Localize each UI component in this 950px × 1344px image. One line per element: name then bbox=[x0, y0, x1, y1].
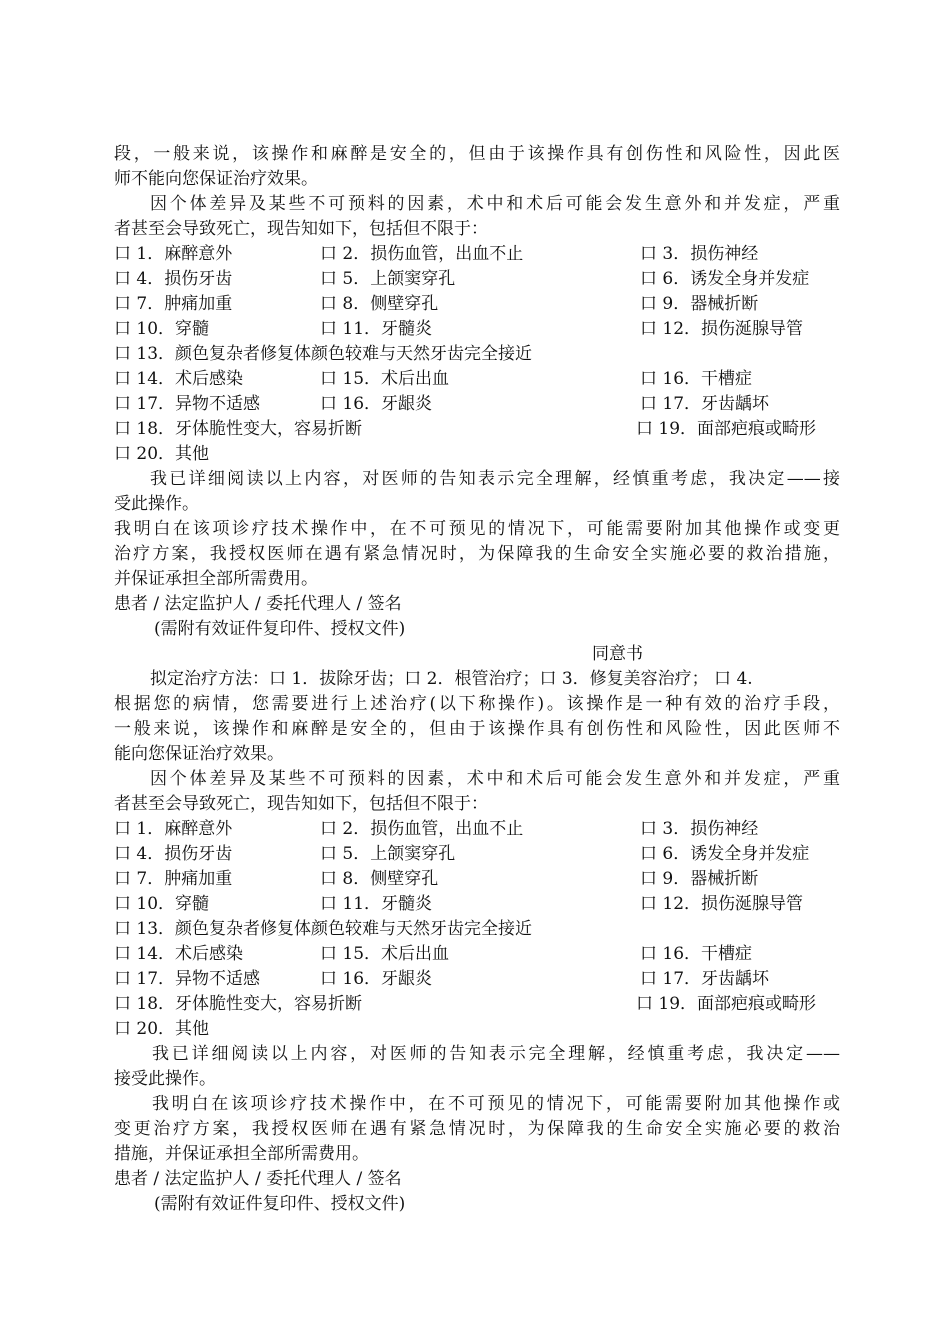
paragraph-line: 并保证承担全部所需费用。 bbox=[114, 569, 318, 589]
risk-option[interactable]: 口 18．牙体脆性变大，容易折断 bbox=[114, 994, 363, 1014]
attachment-note: (需附有效证件复印件、授权文件) bbox=[154, 1194, 406, 1214]
risk-option[interactable]: 口 3．损伤神经 bbox=[640, 244, 759, 264]
paragraph-line: 根据您的病情，您需要进行上述治疗(以下称操作)。该操作是一种有效的治疗手段， bbox=[114, 694, 840, 714]
risk-row bbox=[114, 367, 840, 392]
risk-option[interactable]: 口 16．牙龈炎 bbox=[320, 394, 433, 414]
risk-row bbox=[114, 867, 840, 892]
risk-option[interactable]: 口 5．上颌窦穿孔 bbox=[320, 844, 456, 864]
risk-option[interactable]: 口 12．损伤涎腺导管 bbox=[640, 319, 804, 339]
risk-row bbox=[114, 842, 840, 867]
risk-option[interactable]: 口 2．损伤血管，出血不止 bbox=[320, 244, 524, 264]
risk-option[interactable]: 口 17．牙齿龋坏 bbox=[640, 394, 770, 414]
risk-option[interactable]: 口 12．损伤涎腺导管 bbox=[640, 894, 804, 914]
section-2 bbox=[114, 642, 840, 1217]
risk-option[interactable]: 口 15．术后出血 bbox=[320, 944, 450, 964]
risk-option[interactable]: 口 7．肿痛加重 bbox=[114, 294, 233, 314]
risk-option[interactable]: 口 2．损伤血管，出血不止 bbox=[320, 819, 524, 839]
risk-option[interactable]: 口 16．干槽症 bbox=[640, 369, 753, 389]
risk-option[interactable]: 口 20．其他 bbox=[114, 1019, 210, 1039]
paragraph-line: 受此操作。 bbox=[114, 494, 199, 514]
paragraph-line: 措施，并保证承担全部所需费用。 bbox=[114, 1144, 369, 1164]
risk-row bbox=[114, 1017, 840, 1042]
risk-option[interactable]: 口 6．诱发全身并发症 bbox=[640, 844, 810, 864]
risk-option[interactable]: 口 15．术后出血 bbox=[320, 369, 450, 389]
paragraph-line: 我已详细阅读以上内容，对医师的告知表示完全理解，经慎重考虑，我决定——接 bbox=[150, 469, 840, 489]
risk-option[interactable]: 口 5．上颌窦穿孔 bbox=[320, 269, 456, 289]
paragraph-line: 能向您保证治疗效果。 bbox=[114, 744, 284, 764]
risk-option[interactable]: 口 6．诱发全身并发症 bbox=[640, 269, 810, 289]
risk-option[interactable]: 口 1．麻醉意外 bbox=[114, 819, 233, 839]
risk-option[interactable]: 口 17．异物不适感 bbox=[114, 394, 261, 414]
section-1 bbox=[114, 142, 840, 642]
risk-option[interactable]: 口 16．干槽症 bbox=[640, 944, 753, 964]
paragraph-line: 接受此操作。 bbox=[114, 1069, 216, 1089]
risk-row bbox=[114, 267, 840, 292]
paragraph-line: 我明白在该项诊疗技术操作中，在不可预见的情况下，可能需要附加其他操作或变更 bbox=[114, 519, 840, 539]
risk-option[interactable]: 口 10．穿髓 bbox=[114, 319, 210, 339]
signature-line: 患者 / 法定监护人 / 委托代理人 / 签名 bbox=[114, 594, 402, 614]
paragraph-line: 因个体差异及某些不可预料的因素，术中和术后可能会发生意外和并发症，严重 bbox=[150, 769, 840, 789]
risk-option[interactable]: 口 10．穿髓 bbox=[114, 894, 210, 914]
risk-option[interactable]: 口 9．器械折断 bbox=[640, 869, 759, 889]
risk-option[interactable]: 口 7．肿痛加重 bbox=[114, 869, 233, 889]
risk-option[interactable]: 口 4．损伤牙齿 bbox=[114, 844, 233, 864]
risk-option[interactable]: 口 11．牙髓炎 bbox=[320, 894, 433, 914]
paragraph-line: 者甚至会导致死亡，现告知如下，包括但不限于： bbox=[114, 219, 488, 239]
paragraph-line: 师不能向您保证治疗效果。 bbox=[114, 169, 318, 189]
paragraph-line: 我已详细阅读以上内容，对医师的告知表示完全理解，经慎重考虑，我决定—— bbox=[152, 1044, 840, 1064]
risk-row bbox=[114, 817, 840, 842]
risk-row bbox=[114, 317, 840, 342]
risk-row bbox=[114, 342, 840, 367]
risk-option[interactable]: 口 18．牙体脆性变大，容易折断 bbox=[114, 419, 363, 439]
paragraph-line: 因个体差异及某些不可预料的因素，术中和术后可能会发生意外和并发症，严重 bbox=[150, 194, 840, 214]
risk-row bbox=[114, 417, 840, 442]
section-title: 同意书 bbox=[592, 644, 643, 664]
risk-row bbox=[114, 992, 840, 1017]
risk-row bbox=[114, 242, 840, 267]
risk-option[interactable]: 口 17．异物不适感 bbox=[114, 969, 261, 989]
paragraph-line: 者甚至会导致死亡，现告知如下，包括但不限于： bbox=[114, 794, 488, 814]
risk-row bbox=[114, 292, 840, 317]
risk-option[interactable]: 口 3．损伤神经 bbox=[640, 819, 759, 839]
risk-option[interactable]: 口 19．面部疤痕或畸形 bbox=[636, 994, 817, 1014]
risk-row bbox=[114, 892, 840, 917]
risk-option[interactable]: 口 11．牙髓炎 bbox=[320, 319, 433, 339]
risk-row bbox=[114, 942, 840, 967]
paragraph-line: 我明白在该项诊疗技术操作中，在不可预见的情况下，可能需要附加其他操作或 bbox=[152, 1094, 840, 1114]
risk-option[interactable]: 口 17．牙齿龋坏 bbox=[640, 969, 770, 989]
risk-option[interactable]: 口 14．术后感染 bbox=[114, 944, 244, 964]
treatment-methods: 拟定治疗方法：口 1．拔除牙齿；口 2．根管治疗；口 3．修复美容治疗； 口 4. bbox=[150, 669, 753, 689]
risk-list bbox=[114, 242, 840, 467]
risk-row bbox=[114, 917, 840, 942]
risk-option[interactable]: 口 13．颜色复杂者修复体颜色较难与天然牙齿完全接近 bbox=[114, 919, 533, 939]
paragraph-line: 治疗方案，我授权医师在遇有紧急情况时，为保障我的生命安全实施必要的救治措施， bbox=[114, 544, 840, 564]
risk-option[interactable]: 口 9．器械折断 bbox=[640, 294, 759, 314]
risk-option[interactable]: 口 16．牙龈炎 bbox=[320, 969, 433, 989]
risk-option[interactable]: 口 8．侧壁穿孔 bbox=[320, 869, 439, 889]
risk-option[interactable]: 口 4．损伤牙齿 bbox=[114, 269, 233, 289]
risk-row bbox=[114, 967, 840, 992]
risk-list bbox=[114, 817, 840, 1042]
paragraph-line: 变更治疗方案，我授权医师在遇有紧急情况时，为保障我的生命安全实施必要的救治 bbox=[114, 1119, 840, 1139]
risk-option[interactable]: 口 14．术后感染 bbox=[114, 369, 244, 389]
risk-row bbox=[114, 442, 840, 467]
risk-option[interactable]: 口 20．其他 bbox=[114, 444, 210, 464]
consent-document bbox=[114, 142, 840, 1217]
risk-option[interactable]: 口 1．麻醉意外 bbox=[114, 244, 233, 264]
risk-row bbox=[114, 392, 840, 417]
attachment-note: (需附有效证件复印件、授权文件) bbox=[154, 619, 406, 639]
risk-option[interactable]: 口 19．面部疤痕或畸形 bbox=[636, 419, 817, 439]
paragraph-line: 一般来说，该操作和麻醉是安全的，但由于该操作具有创伤性和风险性，因此医师不 bbox=[114, 719, 840, 739]
signature-line: 患者 / 法定监护人 / 委托代理人 / 签名 bbox=[114, 1169, 402, 1189]
risk-option[interactable]: 口 13．颜色复杂者修复体颜色较难与天然牙齿完全接近 bbox=[114, 344, 533, 364]
risk-option[interactable]: 口 8．侧壁穿孔 bbox=[320, 294, 439, 314]
paragraph-line: 段，一般来说，该操作和麻醉是安全的，但由于该操作具有创伤性和风险性，因此医 bbox=[114, 144, 840, 164]
